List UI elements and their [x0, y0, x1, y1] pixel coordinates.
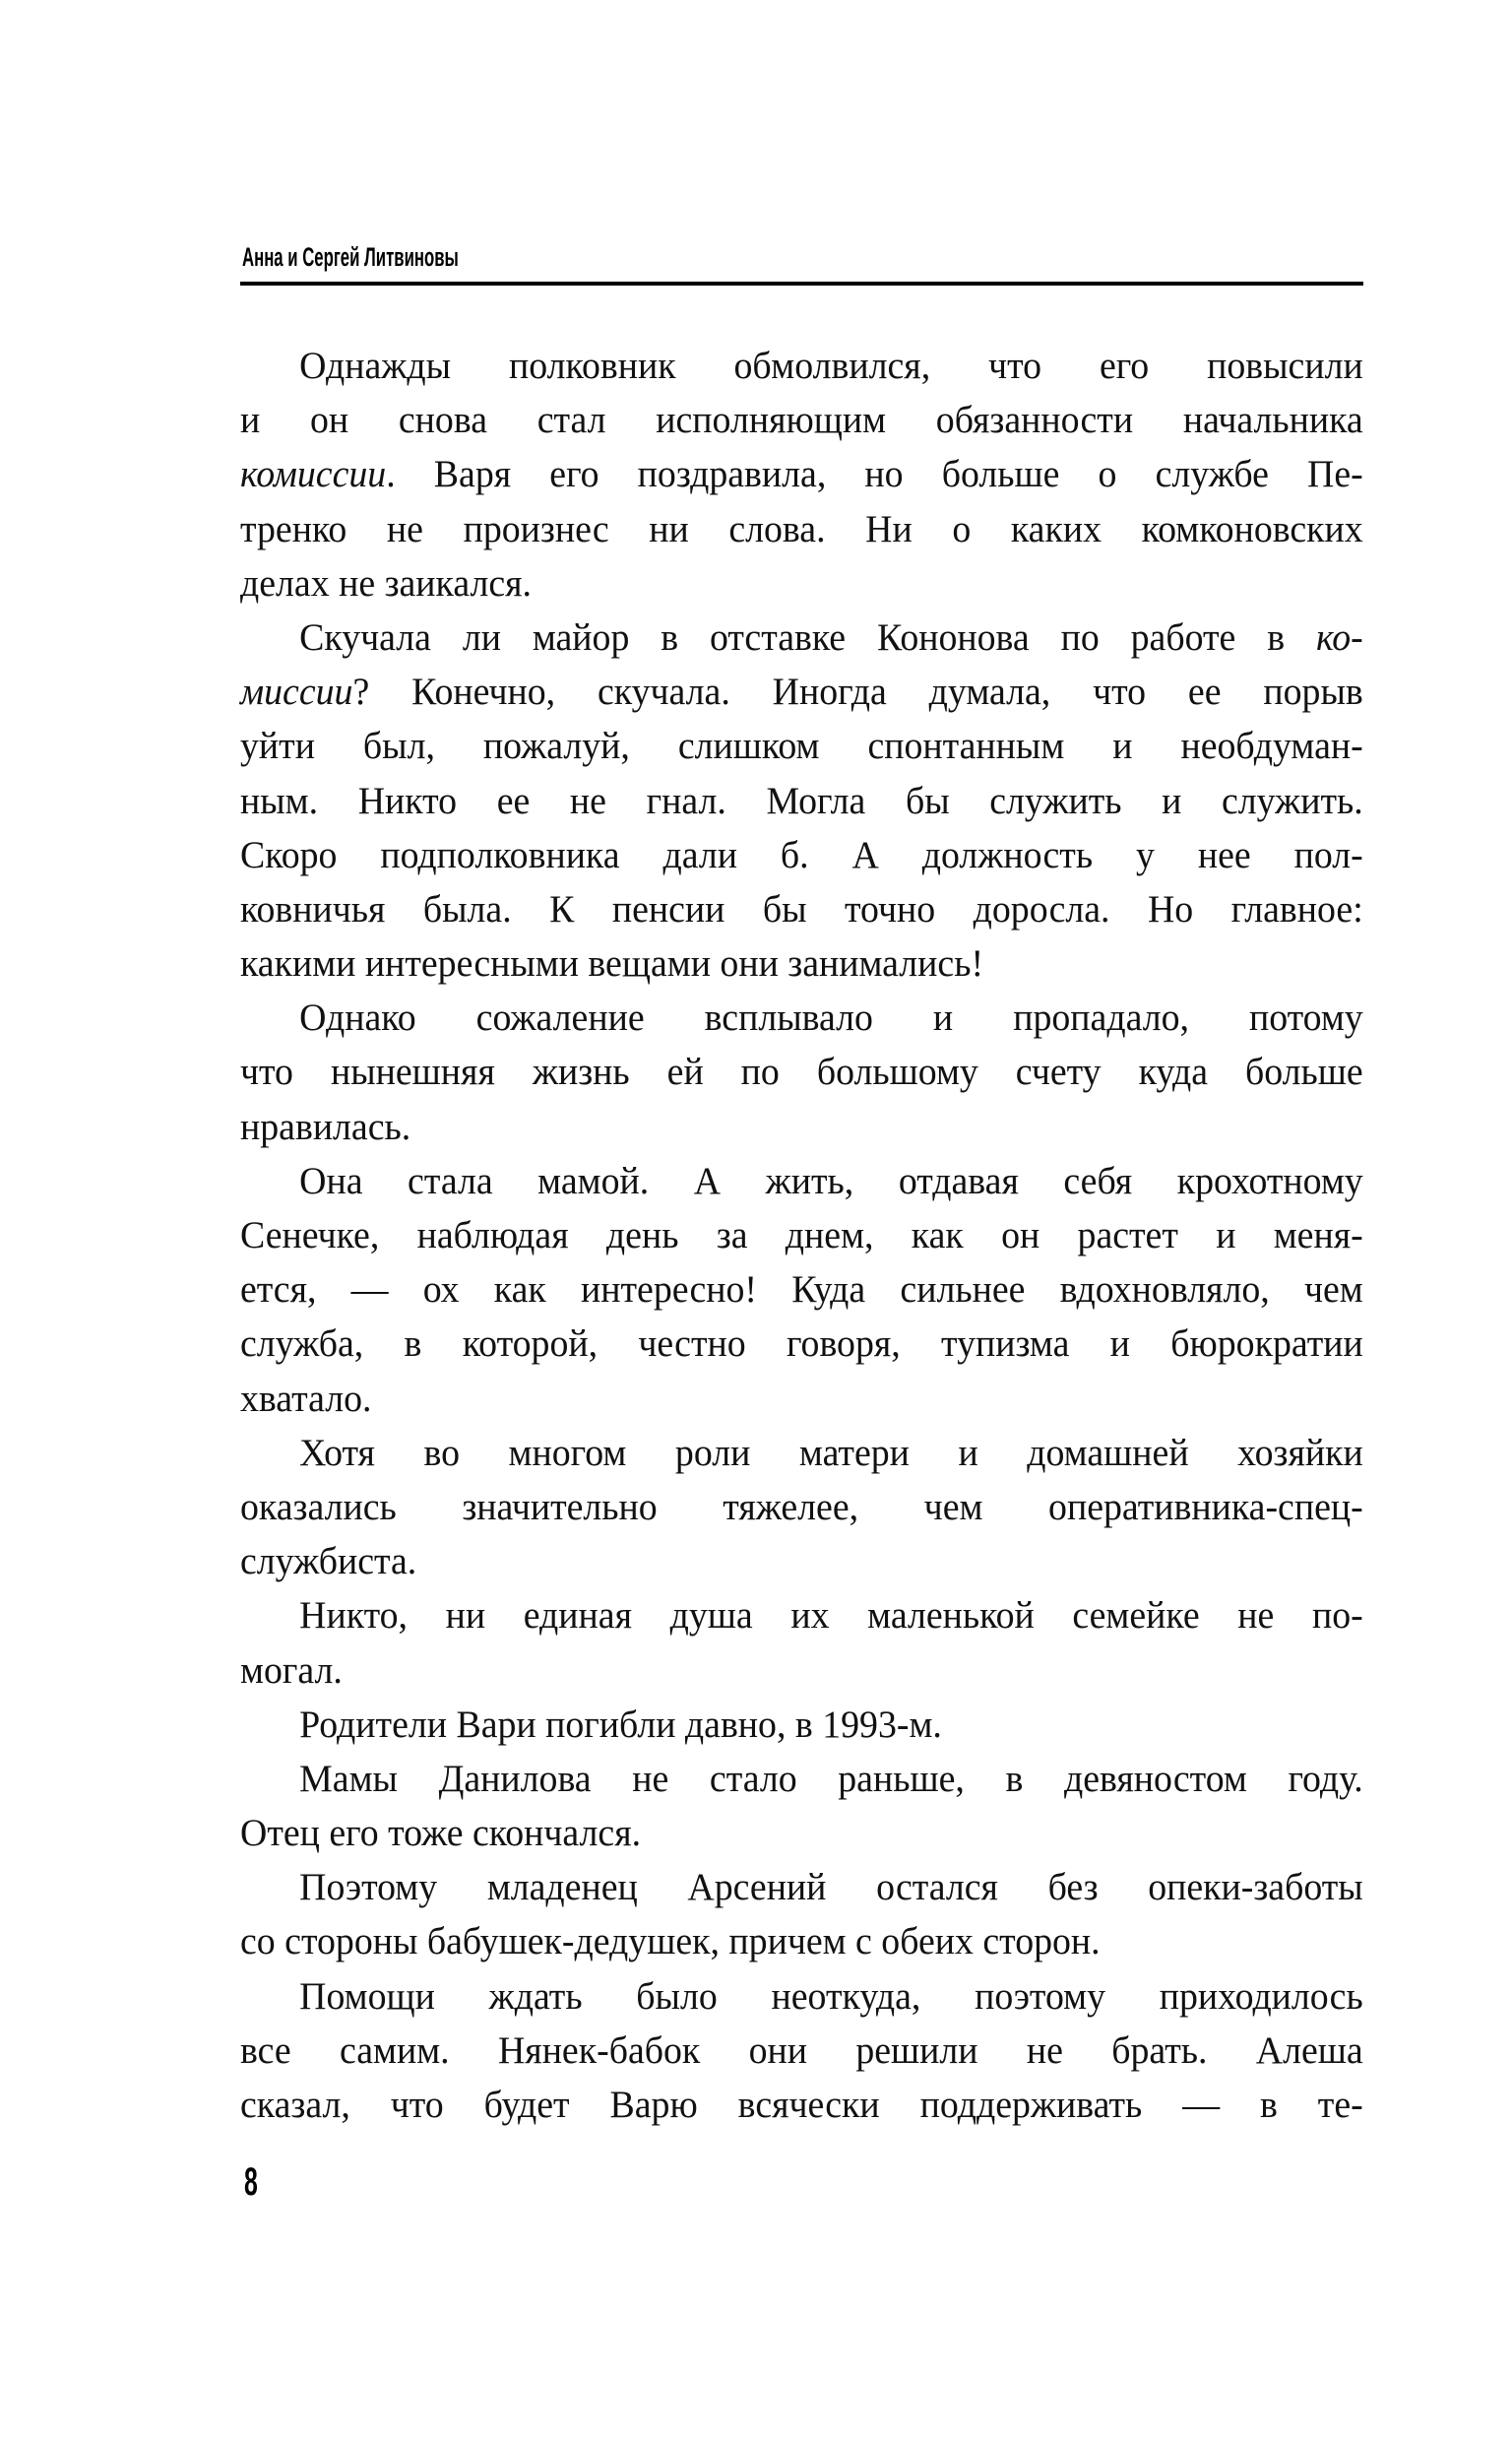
italic-text: ко- [1315, 615, 1363, 659]
text-line: и он снова стал исполняющим обязанности начальника [240, 399, 1363, 442]
text-line: хватало. [240, 1377, 372, 1420]
text-line: Однажды полковник обмолвился, что его повысили [299, 345, 1363, 387]
text-line: ным. Никто ее не гнал. Могла бы служить и служить. [240, 779, 1363, 822]
text-line: сказал, что будет Варю всячески поддерживать — в те- [240, 2084, 1363, 2126]
paragraph [240, 991, 1363, 1154]
text-line: ется, — ох как интересно! Куда сильнее вдохновляло, чем [240, 1268, 1363, 1312]
paragraph [240, 339, 1363, 611]
text-line: Отец его тоже скончался. [240, 1812, 642, 1855]
text-line: нравилась. [240, 1105, 411, 1148]
paragraph [240, 1426, 1363, 1589]
text-line: службиста. [240, 1540, 417, 1583]
text-line: со стороны бабушек-дедушек, причем с обеих сторон. [240, 1920, 1101, 1963]
text-line: оказались значительно тяжелее, чем оперативника-спец- [240, 1485, 1363, 1528]
text-line: Скоро подполковника дали б. А должность у нее пол- [240, 833, 1363, 876]
text-line: Однако сожаление всплывало и пропадало, потому [299, 996, 1363, 1040]
text-line [240, 447, 1363, 501]
italic-text: миссии [240, 671, 353, 714]
text-line: Помощи ждать было неоткуда, поэтому приходилось [299, 1974, 1363, 2018]
text-line: все самим. Нянек-бабок они решили не брать. Алеша [240, 2028, 1363, 2072]
text-line: Поэтому младенец Арсений остался без опеки-заботы [299, 1866, 1363, 1909]
text-line: Родители Вари погибли давно, в 1993-м. [299, 1703, 942, 1746]
text-line: какими интересными вещами они занимались! [240, 942, 984, 986]
running-head-title: Анна и Сергей Литвиновы [242, 242, 459, 272]
page-number: 8 [244, 2160, 258, 2204]
text-line: Хотя во многом роли матери и домашней хозяйки [299, 1431, 1363, 1474]
paragraph [240, 1588, 1363, 1697]
paragraph [240, 611, 1363, 991]
body-text [240, 339, 1363, 2132]
text-run: Скучала ли майор в отставке Кононова по работе в [299, 615, 1316, 659]
text-line [240, 665, 1363, 719]
text-line: Сенечке, наблюдая день за днем, как он растет и меня- [240, 1214, 1363, 1256]
italic-text: комиссии [240, 453, 387, 496]
text-line: могал. [240, 1648, 343, 1692]
text-line: Мамы Данилова не стало раньше, в девяностом году. [299, 1757, 1363, 1800]
paragraph [240, 1752, 1363, 1860]
paragraph [240, 1969, 1363, 2133]
text-line: что нынешняя жизнь ей по большому счету куда больше [240, 1051, 1363, 1094]
text-line: Никто, ни единая душа их маленькой семейке не по- [299, 1594, 1363, 1638]
text-line: делах не заикался. [240, 561, 533, 605]
paragraph [240, 1154, 1363, 1426]
text-run: . Варя его поздравила, но больше о службе Пе- [386, 453, 1363, 496]
text-line: Она стала мамой. А жить, отдавая себя крохотному [299, 1159, 1363, 1202]
text-line: тренко не произнес ни слова. Ни о каких комконовских [240, 507, 1363, 550]
text-line: служба, в которой, честно говоря, тупизма и бюрократии [240, 1322, 1363, 1366]
text-line: ковничья была. К пенсии бы точно доросла. Но главное: [240, 887, 1363, 931]
running-head [240, 234, 1363, 286]
paragraph [240, 1698, 1363, 1752]
text-run: ? Конечно, скучала. Иногда думала, что ее порыв [352, 671, 1363, 714]
paragraph [240, 1860, 1363, 1968]
text-line: уйти был, пожалуй, слишком спонтанным и необдуман- [240, 725, 1363, 768]
book-page [240, 0, 1363, 2443]
text-line [240, 611, 1363, 665]
